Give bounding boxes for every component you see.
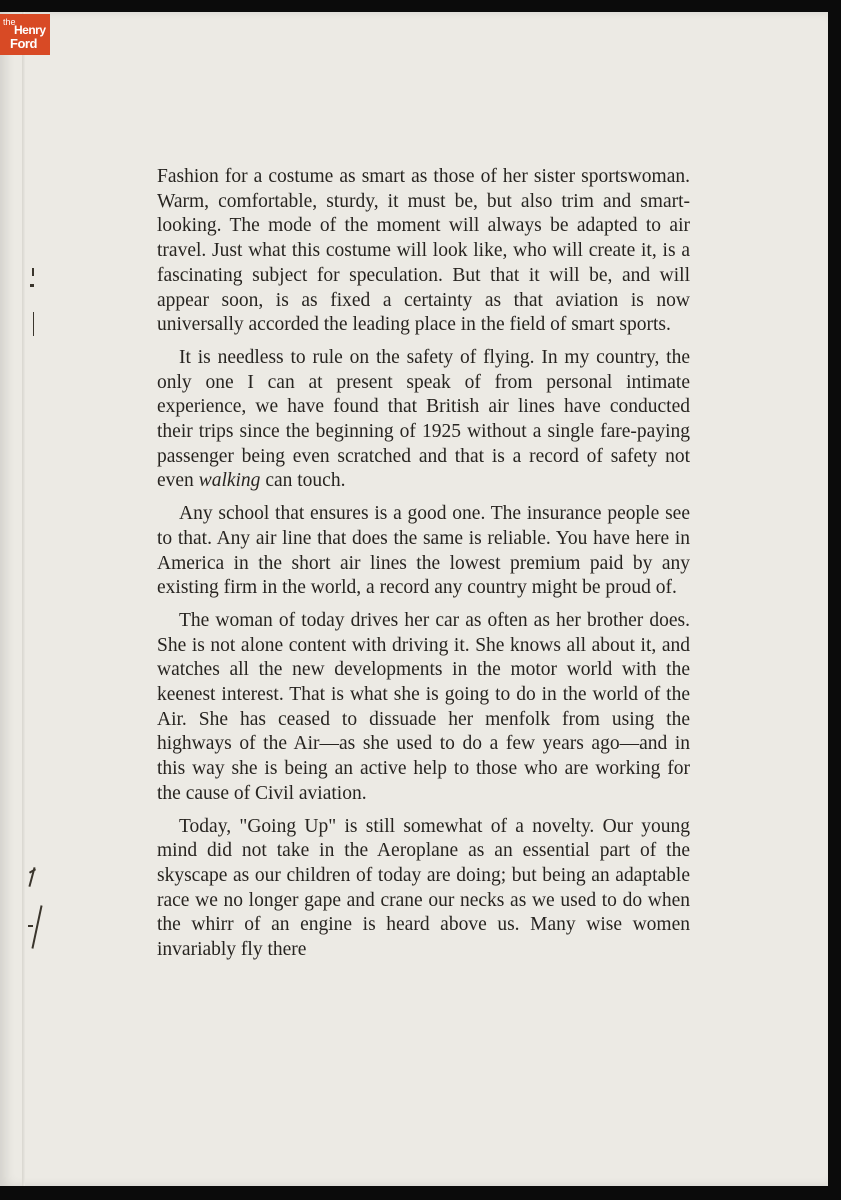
ink-mark — [32, 268, 34, 276]
henry-ford-logo: the Henry Ford — [0, 14, 50, 55]
document-page — [0, 12, 828, 1186]
ink-mark — [30, 284, 34, 287]
paragraph-3: Any school that ensures is a good one. The insurance people see to that. Any air line that does the same is reliable. You have here in America in the short air lines the lowest premium paid by any existing firm in the world, a record any country might be proud of. — [157, 503, 690, 599]
page-gutter — [22, 12, 25, 1186]
emphasis-walking: walking — [198, 470, 261, 492]
paragraph-1: Fashion for a costume as smart as those of her sister sportswoman. Warm, comfortable, sturdy, it must be, but also trim and smart-looking. The mode of the moment will always be adapted to air travel. Just what this costume will look like, who will create it, is a fascinating subject for speculation. But that it will be, and will appear soon, is as fixed a certainty as that aviation is now universally accorded the leading place in the field of smart sports. — [157, 166, 690, 336]
ink-mark — [28, 925, 33, 927]
ink-mark — [33, 312, 34, 336]
ink-mark — [31, 905, 42, 948]
paragraph-2: It is needless to rule on the safety of flying. In my country, the only one I can at present speak of from personal intimate experience, we have found that British air lines have conducted their trips since the beginning of 1925 without a single fare-paying passenger being even scratched and that is a record of safety not even walking can touch. — [157, 346, 690, 492]
body-text — [157, 165, 690, 971]
paragraph-5: Today, "Going Up" is still somewhat of a novelty. Our young mind did not take in the Aeroplane as an essential part of the skyscape as our children of today are doing; but being an adaptable race we no longer gape and crane our necks as we used to do when the whirr of an engine is heard above us. Many wise women invariably fly there — [157, 815, 690, 961]
paragraph-4: The woman of today drives her car as often as her brother does. She is not alone content with driving it. She knows all about it, and watches all the new developments in the motor world with the keenest interest. That is what she is going to do in the world of the Air. She has ceased to dissuade her menfolk from using the highways of the Air—as she used to do a few years ago—and in this way she is being an active help to those who are working for the cause of Civil aviation. — [157, 609, 690, 804]
